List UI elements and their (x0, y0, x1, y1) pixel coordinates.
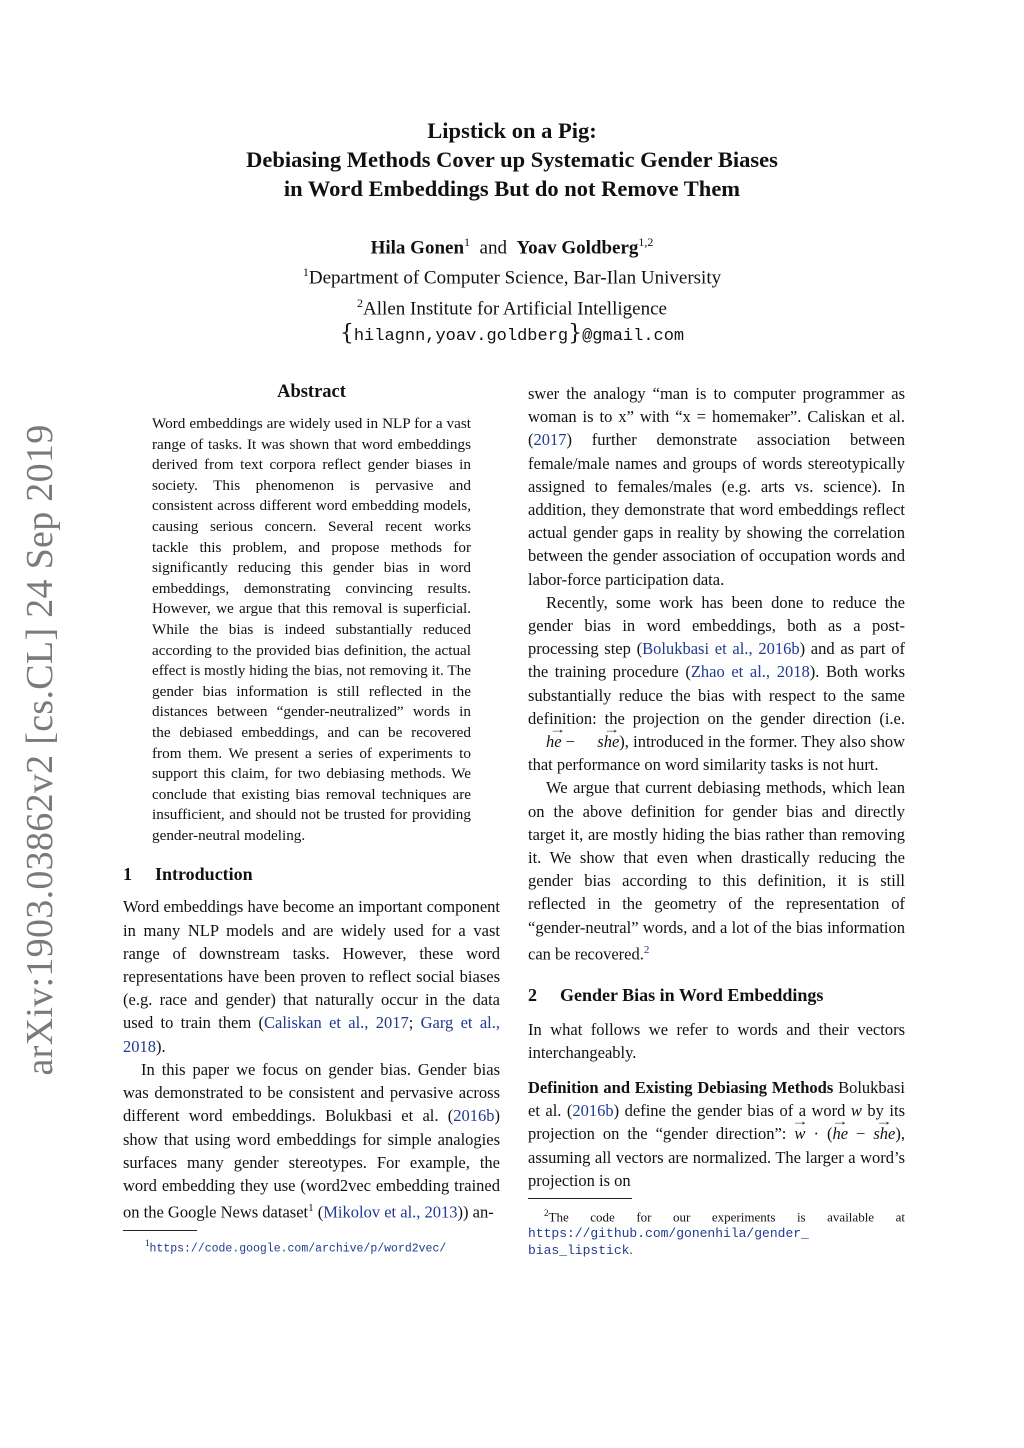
right-p2-text-d: ), introduced in the former. They also show that performance on word similarity tasks is not hurt. (528, 732, 905, 775)
right-paragraph-3 (528, 776, 905, 965)
title-line-1: Lipstick on a Pig: (427, 118, 597, 143)
author-1: Hila Gonen (370, 237, 465, 259)
affiliation-2-text: Allen Institute for Artificial Intelligence (363, 297, 667, 319)
footnote-2-url-line-1[interactable]: https://github.com/gonenhila/gender_ (528, 1226, 809, 1242)
arxiv-identifier-stamp: arXiv:1903.03862v2 [cs.CL] 24 Sep 2019 (19, 424, 61, 1076)
footnote-1-mark: 1 (145, 1237, 150, 1248)
footnote-2-mark: 2 (544, 1208, 549, 1218)
section-2-number: 2 (528, 984, 537, 1005)
intro-p2-text-c: ( (313, 1202, 324, 1222)
dot-product: · ( (805, 1124, 833, 1144)
author-emails: {hilagnn,yoav.goldberg}@gmail.com (339, 320, 685, 346)
intro-paragraph-1 (123, 895, 500, 1057)
citation-mikolov-2013[interactable]: Mikolov et al., 2013 (323, 1202, 458, 1222)
title-line-2: Debiasing Methods Cover up Systematic Gender Biases (246, 147, 778, 172)
author-1-affiliation-mark: 1 (464, 235, 471, 249)
intro-p2-text-b: ) show that using word embeddings for simple analogies surfaces many gender stereotypes. For example, the word embedding they use (word2vec embedding trained on the Google News dataset (123, 1106, 500, 1222)
citation-bolukbasi-2016b-full[interactable]: Bolukbasi et al., 2016b (642, 639, 800, 659)
author-2: Yoav Goldberg (516, 237, 639, 259)
footnote-1 (123, 1235, 500, 1257)
intro-p1-end: ). (156, 1036, 166, 1056)
citation-caliskan-2017[interactable]: Caliskan et al., 2017 (264, 1013, 409, 1033)
footnote-divider (123, 1230, 197, 1231)
affiliation-1-mark: 1 (302, 265, 309, 280)
right-paragraph-1 (528, 382, 905, 591)
intro-p2-text-d: )) an- (457, 1202, 494, 1222)
intro-paragraph-2 (123, 1058, 500, 1224)
affiliation-1-text: Department of Computer Science, Bar-Ilan University (308, 267, 722, 289)
paper-title (0, 116, 1024, 203)
author-2-affiliation-mark: 1,2 (638, 235, 654, 249)
right-p1-text-b: ) further demonstrate association between female/male names and groups of words stereotypically assigned to females/males (e.g. arts vs. science). In addition, they demonstrate that word embeddings reflect actual gender gaps in reality by showing the correlation between the gender association of occupation words and labor-force participation data. (528, 430, 905, 589)
vector-she-def: → she (873, 1122, 895, 1145)
definition-paragraph (528, 1076, 905, 1192)
right-p3-text: We argue that current debiasing methods, which lean on the above definition for gender bias and directly target it, are mostly hiding the bias rather than removing it. We show that even when drastically reducing the gender bias according to this definition, it is still reflected in the geometry of the representation of “gender-neutral” words, and a lot of the bias information can be recovered. (528, 778, 905, 964)
section-2-title: Gender Bias in Word Embeddings (560, 984, 824, 1005)
footnote-1-marker[interactable]: 1 (308, 1202, 314, 1215)
right-p2-text-b: ) and as part of the training procedure ( (528, 639, 905, 682)
author-conjunction: and (479, 237, 507, 259)
citation-bolukbasi-2016b-def[interactable]: 2016b (572, 1101, 614, 1121)
intro-p1-text: Word embeddings have become an important component in many NLP models and are widely used for a vast range of downstream tasks. However, these word representations have been proven to reflect social biases (e.g. race and gender) that naturally occur in the data used to train them ( (123, 897, 500, 1033)
section-1-title: Introduction (155, 864, 253, 885)
right-p2-text-a: Recently, some work has been done to reduce the gender bias in word embeddings, both as a post-processing step ( (528, 592, 905, 659)
section-2-heading (528, 985, 905, 1006)
definition-text-d: ), assuming all vectors are normalized. The larger a word’s projection is on (528, 1124, 905, 1190)
citation-bolukbasi-2016b[interactable]: 2016b (453, 1106, 495, 1126)
right-p2-text-c: ). Both works substantially reduce the bias with respect to the same definition: the projection on the gender direction (i.e. (528, 662, 906, 728)
email-users: hilagnn,yoav.goldberg (353, 326, 569, 346)
abstract-body: Word embeddings are widely used in NLP for a vast range of tasks. It was shown that word embeddings derived from text corpora reflect gender biases in society. This phenomenon is pervasive and consistent across different word embedding models, causing serious concern. Several recent works tackle this problem, and propose methods for significantly reducing this gender bias in word embeddings, demonstrating convincing results. However, we argue that this removal is superficial. While the bias is indeed substantially reduced according to the provided bias definition, the actual effect is mostly hiding the bias, not removing it. The gender bias information is still reflected in the distances between “gender-neutralized” words in the debiased embeddings, and can be recovered from them. We present a series of experiments to support this claim, for two debiasing methods. We conclude that existing bias removal techniques are insufficient, and should not be trusted for providing gender-neutral modeling. (152, 415, 471, 844)
vector-he: → he (528, 730, 562, 753)
vector-he-def: → he (832, 1122, 848, 1145)
minus-sign: − (561, 732, 580, 752)
footnote-2-marker[interactable]: 2 (643, 943, 650, 956)
citation-separator: ; (408, 1013, 421, 1033)
right-column (528, 382, 905, 1259)
definition-text-c: by its projection on the “gender direction”: (528, 1101, 906, 1144)
author-names (0, 230, 1024, 260)
footnote-2-text: The code for our experiments is available at (548, 1209, 905, 1225)
footnote-2 (528, 1205, 905, 1259)
abstract-heading: Abstract (277, 382, 346, 402)
vector-w: → w (794, 1122, 805, 1145)
footnote-2-divider (528, 1198, 632, 1199)
definition-heading: Definition and Existing Debiasing Methods (528, 1077, 834, 1097)
author-block (0, 230, 1024, 349)
definition-text-a: Bolukbasi et al. ( (528, 1077, 905, 1121)
section-1-number: 1 (123, 864, 132, 885)
email-domain: @gmail.com (582, 326, 685, 346)
left-column (123, 382, 500, 1257)
citation-zhao-2018[interactable]: Zhao et al., 2018 (690, 662, 810, 682)
definition-text-b: ) define the gender bias of a word (613, 1101, 851, 1121)
citation-caliskan-2017-year[interactable]: 2017 (533, 430, 567, 450)
section-2-paragraph-1: In what follows we refer to words and their vectors interchangeably. (528, 1019, 905, 1062)
title-line-3: in Word Embeddings But do not Remove Them (283, 176, 741, 201)
footnote-1-url[interactable]: https://code.google.com/archive/p/word2vec/ (149, 1242, 447, 1256)
vector-she: → she (579, 730, 619, 753)
affiliation-2-mark: 2 (357, 295, 364, 310)
intro-p2-text-a: In this paper we focus on gender bias. Gender bias was demonstrated to be consistent and pervasive across different word embeddings. Bolukbasi et al. ( (123, 1059, 500, 1126)
affiliation-1 (0, 260, 1024, 290)
right-paragraph-2 (528, 591, 905, 777)
citation-garg-2018[interactable]: Garg et al., 2018 (123, 1013, 500, 1056)
affiliation-2 (0, 291, 1024, 321)
right-p1-text-a: swer the analogy “man is to computer programmer as woman is to x” with “x = homemaker”. Caliskan et al. ( (528, 384, 905, 450)
minus-sign-def: − (848, 1124, 874, 1144)
footnote-2-end: . (629, 1242, 633, 1258)
section-1-heading (123, 864, 500, 885)
variable-w: w (850, 1101, 862, 1121)
footnote-2-url-line-2[interactable]: bias_lipstick (528, 1243, 630, 1259)
